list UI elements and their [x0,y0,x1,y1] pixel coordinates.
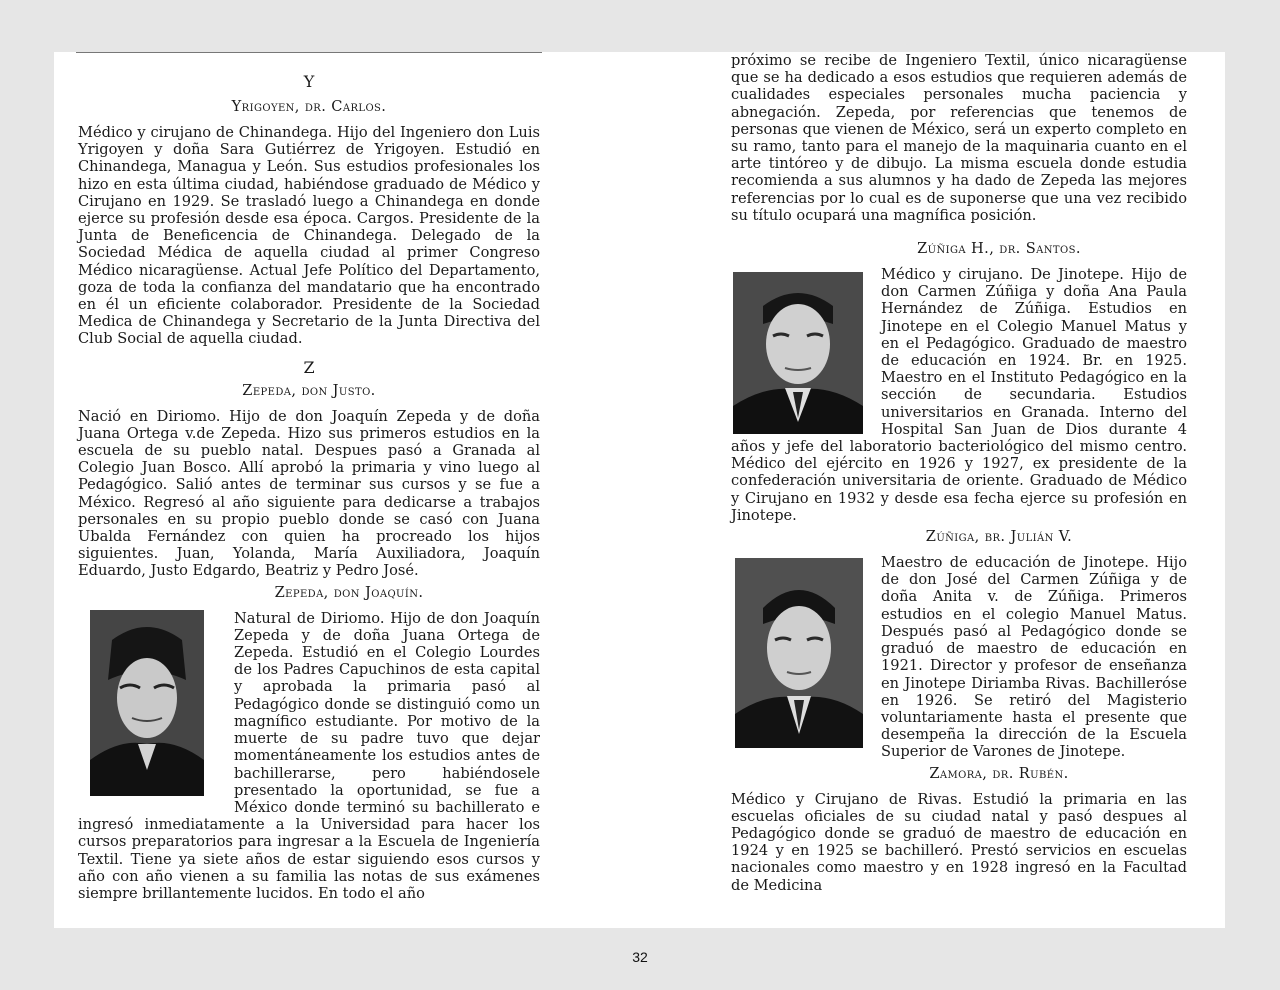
entry-heading-zepeda-justo: Zepeda, don Justo. [242,381,376,399]
right-page [731,52,1187,894]
entry-heading-zepeda-joaquin: Zepeda, don Joaquín. [274,583,424,601]
entry-body-zepeda-joaquin: Natural de Diriomo. Hijo de don Joaquín Zepeda y de doña Juana Ortega de Zepeda. Estudió en el Colegio Lourdes de los Padres Capuchinos de esta capital y aprobada la primaria pasó al Pedagógico donde se distinguió como un magnífico estudiante. Por motivo de la muerte de su padre tuvo que dejar momentáneamente los estudios antes de bachillerarse, pero habiéndosele presentado la oportunidad, se fue a México donde terminó su bachillerato e ingresó inmediatamente a la Universidad para hacer los cursos preparatorios para ingresar a la Escuela de Ingeniería Textil. Tiene ya siete años de estar siguiendo esos cursos y año con año vienen a su familia las notas de sus exámenes siempre brillantemente lucidos. En todo el año [78,609,540,902]
section-letter-y: Y [303,72,315,91]
entry-body-zamora-ruben: Médico y Cirujano de Rivas. Estudió la primaria en las escuelas oficiales de su ciudad natal y pasó despues al Pedagógico donde se graduó de maestro de educación en 1924 y en 1925 se bachilleró. Prestó servicios en escuelas nacionales como maestro y en 1928 ingresó en la Facultad de Medicina [731,790,1187,894]
page-number: 32 [632,949,648,965]
entry-heading-zamora-ruben: Zamora, dr. Rubén. [929,764,1069,782]
entry-body-zuniga-santos: Médico y cirujano. De Jinotepe. Hijo de don Carmen Zúñiga y doña Ana Paula Hernández de Zúñiga. Estudios en Jinotepe en el Colegio Manuel Matus y en el Pedagógico. Graduado de maestro de educación en 1924. Br. en 1925. Maestro en el Instituto Pedagógico en la sección de secundaria. Estudios universitarios en Granada. Interno del Hospital San Juan de Dios durante 4 años y jefe del laboratorio bacteriológico del mismo centro. Médico del ejército en 1926 y 1927, ex presidente de la confederación universitaria de oriente. Graduado de Médico y Cirujano en 1932 y desde esa fecha ejerce su profesión en Jinotepe. [731,266,1187,524]
section-letter-z: Z [303,357,315,377]
entry-heading-zuniga-santos: Zúñiga H., dr. Santos. [917,240,1081,258]
portrait-joaquin-graphic [90,610,204,796]
entry-body-zuniga-julian: Maestro de educación de Jinotepe. Hijo de don José del Carmen Zúñiga y de doña Anita v. de Zúñiga. Primeros estudios en el colegio Manuel Matus. Después pasó al Pedagógico donde se graduó de maestro de educación en 1921. Director y profesor de enseñanza en Jinotepe Diriamba Rivas. Bachilleróse en 1926. Se retiró del Magisterio voluntariamente hasta el presente que desempeña la dirección de la Escuela Superior de Varones de Jinotepe. [881,554,1187,761]
portrait-photo-joaquin-zepeda [90,610,204,796]
left-page [78,52,540,902]
scanned-document-spread [54,52,1225,928]
entry-body-yrigoyen: Médico y cirujano de Chinandega. Hijo del Ingeniero don Luis Yrigoyen y doña Sara Gutiérrez de Yrigoyen. Estudió en Chinandega, Managua y León. Sus estudios profesionales los hizo en esta última ciudad, habiéndose graduado de Médico y Cirujano en 1929. Se trasladó luego a Chinandega en donde ejerce su profesión desde esa época. Cargos. Presidente de la Junta de Beneficencia de Chinandega. Delegado de la Sociedad Médica de aquella ciudad al primer Congreso Médico nicaragüense. Actual Jefe Político del Departamento, goza de toda la confianza del mandatario que ha encontrado en él un eficiente colaborador. Presidente de la Sociedad Medica de Chinandega y Secretario de la Junta Directiva del Club Social de aquella ciudad. [78,124,540,348]
portrait-julian-graphic [735,558,863,748]
entry-body-zepeda-justo: Nació en Diriomo. Hijo de don Joaquín Zepeda y de doña Juana Ortega v.de Zepeda. Hizo sus primeros estudios en la escuela de su pueblo natal. Despues pasó a Granada al Colegio Juan Bosco. Allí aprobó la primaria y vino luego al Pedagógico. Salió antes de terminar sus cursos y se fue a México. Regresó al año siguiente para dedicarse a trabajos personales en su propio pueblo donde se casó con Juana Ubalda Fernández con quien ha procreado los hijos siguientes. Juan, Yolanda, María Auxiliadora, Joaquín Eduardo, Justo Edgardo, Beatriz y Pedro José. [78,407,540,580]
entry-heading-yrigoyen: Yrigoyen, dr. Carlos. [231,98,387,115]
portrait-santos-graphic [733,272,863,434]
entry-continuation-zepeda-joaquin: próximo se recibe de Ingeniero Textil, único nicaragüense que se ha dedicado a esos estudios que requieren además de cualidades especiales personales mucha paciencia y abnegación. Zepeda, por referencias que tenemos de personas que vienen de México, será un experto completo en su ramo, tanto para el manejo de la maquinaria cuanto en el arte tintóreo y de dibujo. La misma escuela donde estudia recomienda a sus alumnos y ha dado de Zepeda las mejores referencias por lo cual es de suponerse que una vez recibido su título ocupará una magnífica posición. [731,52,1187,224]
entry-heading-zuniga-julian: Zúñiga, br. Julián V. [925,528,1073,546]
portrait-photo-santos-zuniga [733,272,863,434]
portrait-photo-julian-zuniga [735,558,863,748]
